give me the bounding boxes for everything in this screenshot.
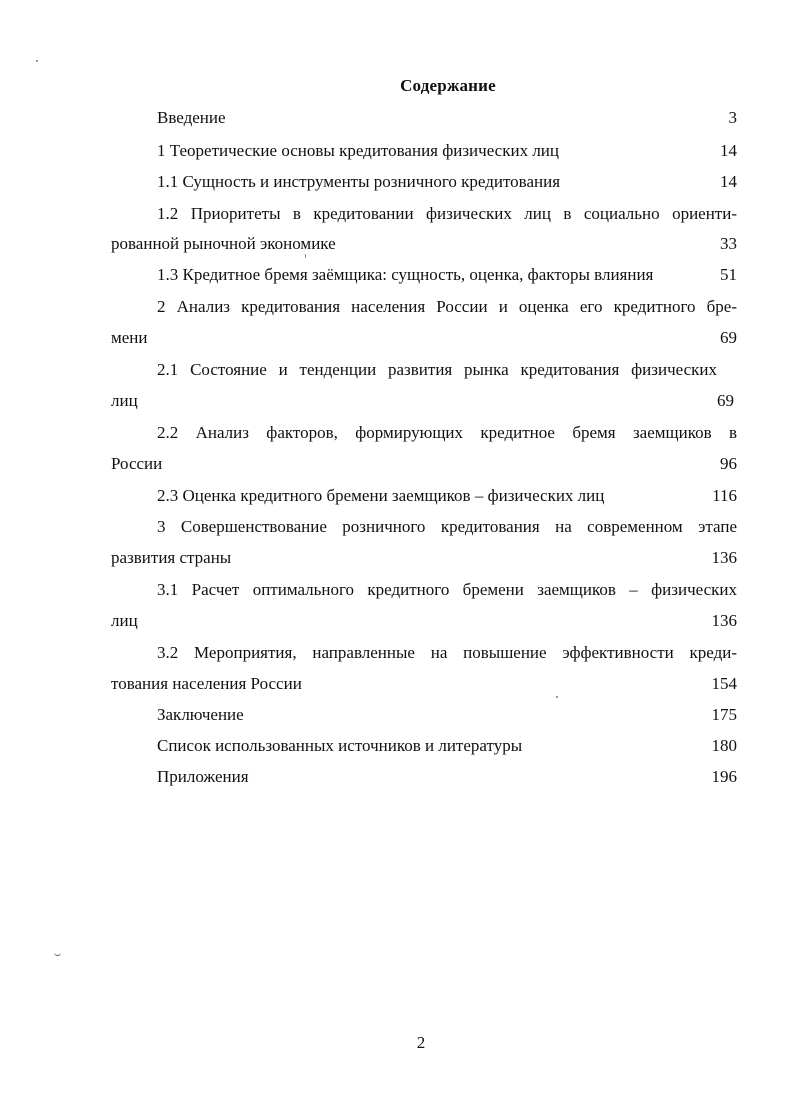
- scan-speck: [556, 696, 558, 698]
- scan-speck: [36, 60, 38, 62]
- toc-entry-page: 136: [711, 548, 737, 567]
- toc-entry-section-1-2: [157, 204, 737, 224]
- toc-entry-section-3-2: [157, 643, 737, 663]
- scan-mark: [54, 951, 61, 956]
- toc-entry-text-cont: тования населения России: [111, 674, 302, 693]
- toc-entry-text: 1.2 Приоритеты в кредитовании физических лиц в социально ориенти-: [157, 204, 737, 223]
- toc-entry-text: 3 Совершенствование розничного кредитования на современном этапе: [157, 517, 737, 536]
- toc-entry-text: Список использованных источников и литературы: [157, 736, 523, 755]
- toc-entry-text: 2.2 Анализ факторов, формирующих кредитное бремя заемщиков в: [157, 423, 737, 442]
- toc-entry-page: 14: [720, 172, 737, 191]
- toc-entry-section-3-1: [157, 580, 737, 600]
- toc-entry-text: Заключение: [157, 705, 244, 724]
- toc-entry-text: Введение: [157, 108, 226, 127]
- toc-entry-page: 69: [717, 391, 734, 410]
- toc-entry-page: 14: [720, 141, 737, 160]
- toc-entry-page: 51: [720, 265, 737, 284]
- toc-entry-text: 1.3 Кредитное бремя заёмщика: сущность, оценка, факторы влияния: [157, 265, 654, 284]
- toc-entry-page: 136: [711, 611, 737, 630]
- toc-entry-text: 2.1 Состояние и тенденции развития рынка кредитования физических: [157, 360, 717, 379]
- toc-title: Содержание: [400, 76, 496, 95]
- toc-entry-page: 196: [711, 767, 737, 786]
- toc-entry-text: 2 Анализ кредитования населения России и оценка его кредитного бре-: [157, 297, 737, 316]
- toc-entry-text: Приложения: [157, 767, 249, 786]
- toc-entry-chapter-2: [157, 297, 737, 317]
- toc-entry-text-cont: развития страны: [111, 548, 232, 567]
- toc-entry-text-cont: лиц: [111, 391, 138, 410]
- toc-entry-text-cont: мени: [111, 328, 148, 347]
- toc-entry-page: 96: [720, 454, 737, 473]
- toc-entry-text: 1 Теоретические основы кредитования физических лиц: [157, 141, 560, 160]
- toc-entry-text-cont: лиц: [111, 611, 138, 630]
- toc-entry-text-cont: рованной рыночной экономике: [111, 234, 336, 253]
- toc-entry-section-2-1: [157, 360, 717, 380]
- toc-entry-text: 1.1 Сущность и инструменты розничного кредитования: [157, 172, 561, 191]
- toc-entry-page: 116: [712, 486, 737, 505]
- toc-entry-chapter-3: [157, 517, 737, 537]
- toc-entry-text: 2.3 Оценка кредитного бремени заемщиков – физических лиц: [157, 486, 605, 505]
- toc-entry-page: 154: [711, 674, 737, 693]
- toc-entry-text-cont: России: [111, 454, 163, 473]
- page-number: 2: [416, 1033, 426, 1052]
- toc-entry-section-2-2: [157, 423, 737, 443]
- toc-entry-page: 33: [720, 234, 737, 253]
- toc-entry-page: 69: [720, 328, 737, 347]
- scan-speck: [305, 254, 306, 258]
- toc-entry-text: 3.1 Расчет оптимального кредитного бремени заемщиков – физических: [157, 580, 737, 599]
- toc-entry-page: 3: [728, 108, 737, 127]
- toc-entry-page: 175: [711, 705, 737, 724]
- toc-entry-text: 3.2 Мероприятия, направленные на повышение эффективности креди-: [157, 643, 737, 662]
- toc-entry-page: 180: [711, 736, 737, 755]
